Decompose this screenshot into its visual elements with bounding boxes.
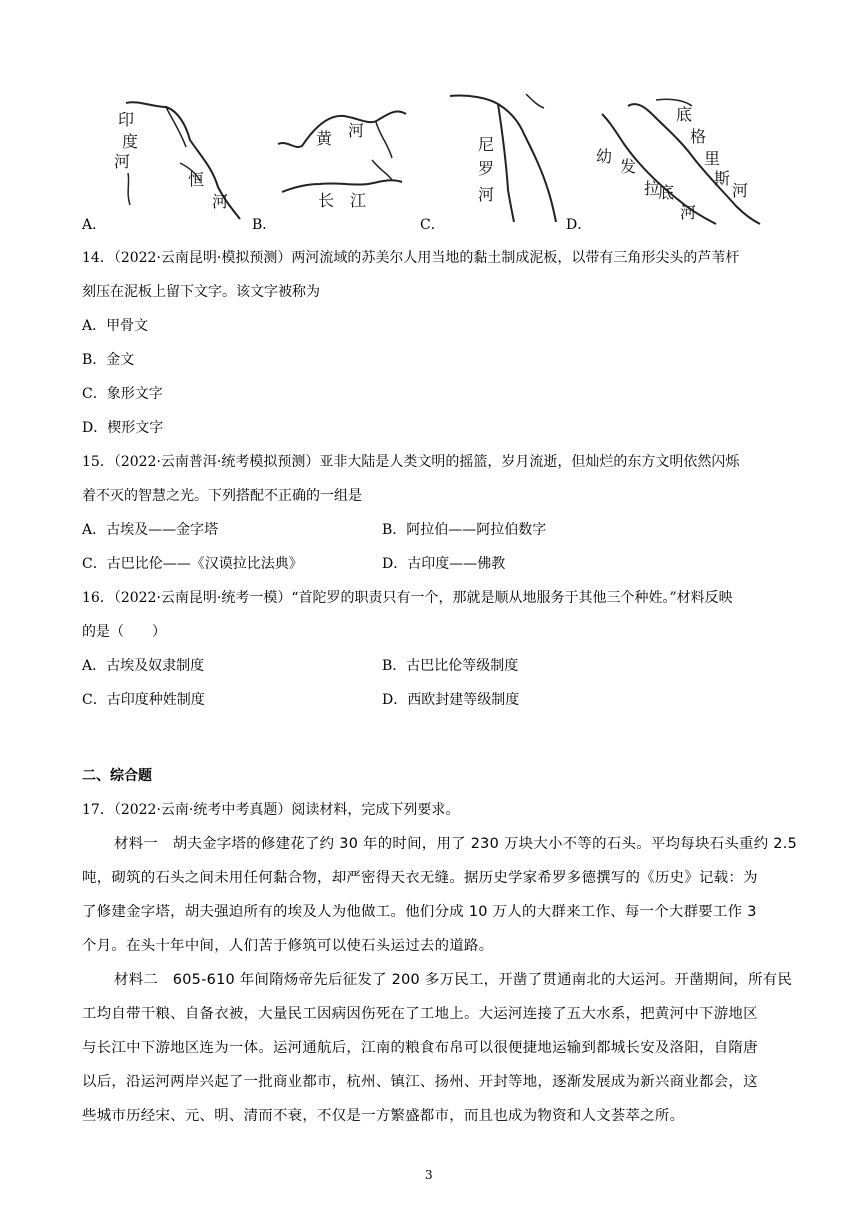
map-option-b bbox=[272, 100, 417, 228]
map-b-label-3: 长 bbox=[318, 191, 335, 210]
q15-option-b[interactable]: B．阿拉伯——阿拉伯数字 bbox=[382, 522, 547, 538]
map-b-label-1: 黄 bbox=[316, 129, 333, 148]
q17-material1-line1: 材料一 胡夫金字塔的修建花了约 30 年的时间，用了 230 万块大小不等的石头。平均每块石头重约 2.5 bbox=[114, 836, 798, 852]
map-d-label-5: 河 bbox=[732, 181, 749, 200]
tigris-euphrates-map bbox=[594, 92, 764, 227]
map-d-label-1: 底 bbox=[676, 105, 693, 124]
q14-stem-line1: 14．（2022·云南昆明·模拟预测）两河流域的苏美尔人用当地的黏土制成泥板，以带有三角形尖头的芦苇杆 bbox=[82, 250, 740, 266]
q17-material2-line4: 以后，沿运河两岸兴起了一批商业都市，杭州、镇江、扬州、开封等地，逐渐发展成为新兴商业都会，这 bbox=[82, 1074, 758, 1090]
q17-material1-line4: 个月。在头十年中间，人们苦于修筑可以使石头运过去的道路。 bbox=[82, 938, 494, 954]
map-d-label-8: 拉 bbox=[644, 179, 661, 198]
q16-option-a[interactable]: A．古埃及奴隶制度 bbox=[82, 658, 205, 674]
map-a-label-5: 河 bbox=[212, 192, 229, 211]
map-d-label-10: 河 bbox=[680, 203, 697, 222]
map-a-label-4: 恒 bbox=[188, 170, 205, 189]
yellow-yangtze-map bbox=[272, 100, 417, 228]
q13-option-c[interactable]: C． bbox=[420, 217, 445, 233]
map-b-label-2: 河 bbox=[348, 121, 365, 140]
q16-stem-line1: 16．（2022·云南昆明·统考一模）“首陀罗的职责只有一个，那就是顺从地服务于其他三个种姓。”材料反映 bbox=[82, 590, 733, 606]
map-c-label-1: 尼 bbox=[478, 135, 495, 154]
q15-option-d[interactable]: D．古印度——佛教 bbox=[382, 556, 506, 572]
map-d-label-2: 格 bbox=[690, 127, 707, 146]
map-d-label-9: 底 bbox=[658, 183, 675, 202]
map-b-label-4: 江 bbox=[350, 191, 367, 210]
map-c-label-2: 罗 bbox=[478, 159, 495, 178]
q15-stem-line2: 着不灭的智慧之光。下列搭配不正确的一组是 bbox=[82, 488, 362, 504]
q17-material2-line3: 与长江中下游地区连为一体。运河通航后，江南的粮食布帛可以很便捷地运输到都城长安及洛阳，自隋唐 bbox=[82, 1040, 758, 1056]
q16-option-b[interactable]: B．古巴比伦等级制度 bbox=[382, 658, 519, 674]
map-a-label-3: 河 bbox=[114, 152, 131, 171]
map-d-label-6: 幼 bbox=[596, 147, 613, 166]
q14-option-a[interactable]: A．甲骨文 bbox=[82, 318, 149, 334]
q14-option-c[interactable]: C．象形文字 bbox=[82, 386, 163, 402]
q13-option-a[interactable]: A． bbox=[82, 217, 107, 233]
section-title: 二、综合题 bbox=[82, 768, 152, 784]
page-number: 3 bbox=[425, 1168, 433, 1182]
map-d-label-3: 里 bbox=[704, 149, 721, 168]
map-c-label-3: 河 bbox=[478, 185, 495, 204]
map-d-label-7: 发 bbox=[620, 157, 637, 176]
map-a-label-2: 度 bbox=[122, 132, 139, 151]
q14-option-d[interactable]: D．楔形文字 bbox=[82, 420, 164, 436]
nile-map bbox=[448, 90, 568, 225]
q14-stem-line2: 刻压在泥板上留下文字。该文字被称为 bbox=[82, 284, 320, 300]
q15-option-c[interactable]: C．古巴比伦——《汉谟拉比法典》 bbox=[82, 556, 303, 572]
indus-ganges-map bbox=[108, 95, 248, 225]
map-d-label-4: 斯 bbox=[714, 169, 731, 188]
map-option-a bbox=[108, 95, 248, 225]
q13-option-b[interactable]: B． bbox=[252, 217, 277, 233]
map-option-d bbox=[594, 92, 764, 227]
q15-stem-line1: 15．（2022·云南普洱·统考模拟预测）亚非大陆是人类文明的摇篮，岁月流逝，但灿烂的东方文明依然闪烁 bbox=[82, 454, 740, 470]
q17-material2-line2: 工均自带干粮、自备衣被，大量民工因病因伤死在了工地上。大运河连接了五大水系，把黄河中下游地区 bbox=[82, 1006, 758, 1022]
map-option-c bbox=[448, 90, 568, 225]
q13-option-d[interactable]: D． bbox=[566, 217, 592, 233]
q17-material1-line2: 吨，砌筑的石头之间未用任何黏合物，却严密得天衣无缝。据历史学家希罗多德撰写的《历史》记载：为 bbox=[82, 870, 758, 886]
map-a-label-1: 印 bbox=[118, 110, 135, 129]
q16-option-c[interactable]: C．古印度种姓制度 bbox=[82, 692, 205, 708]
q17-material2-line1: 材料二 605-610 年间隋炀帝先后征发了 200 多万民工，开凿了贯通南北的大运河。开凿期间，所有民 bbox=[114, 972, 793, 988]
q15-option-a[interactable]: A．古埃及——金字塔 bbox=[82, 522, 219, 538]
q17-material2-line5: 些城市历经宋、元、明、清而不衰，不仅是一方繁盛都市，而且也成为物资和人文荟萃之所。 bbox=[82, 1108, 685, 1124]
q17-stem: 17．（2022·云南·统考中考真题）阅读材料，完成下列要求。 bbox=[82, 802, 460, 818]
q16-stem-line2: 的是（ ） bbox=[82, 624, 166, 640]
q14-option-b[interactable]: B．金文 bbox=[82, 352, 135, 368]
q16-option-d[interactable]: D．西欧封建等级制度 bbox=[382, 692, 520, 708]
q17-material1-line3: 了修建金字塔，胡夫强迫所有的埃及人为他做工。他们分成 10 万人的大群来工作、每一个大群要工作 3 bbox=[82, 904, 757, 920]
